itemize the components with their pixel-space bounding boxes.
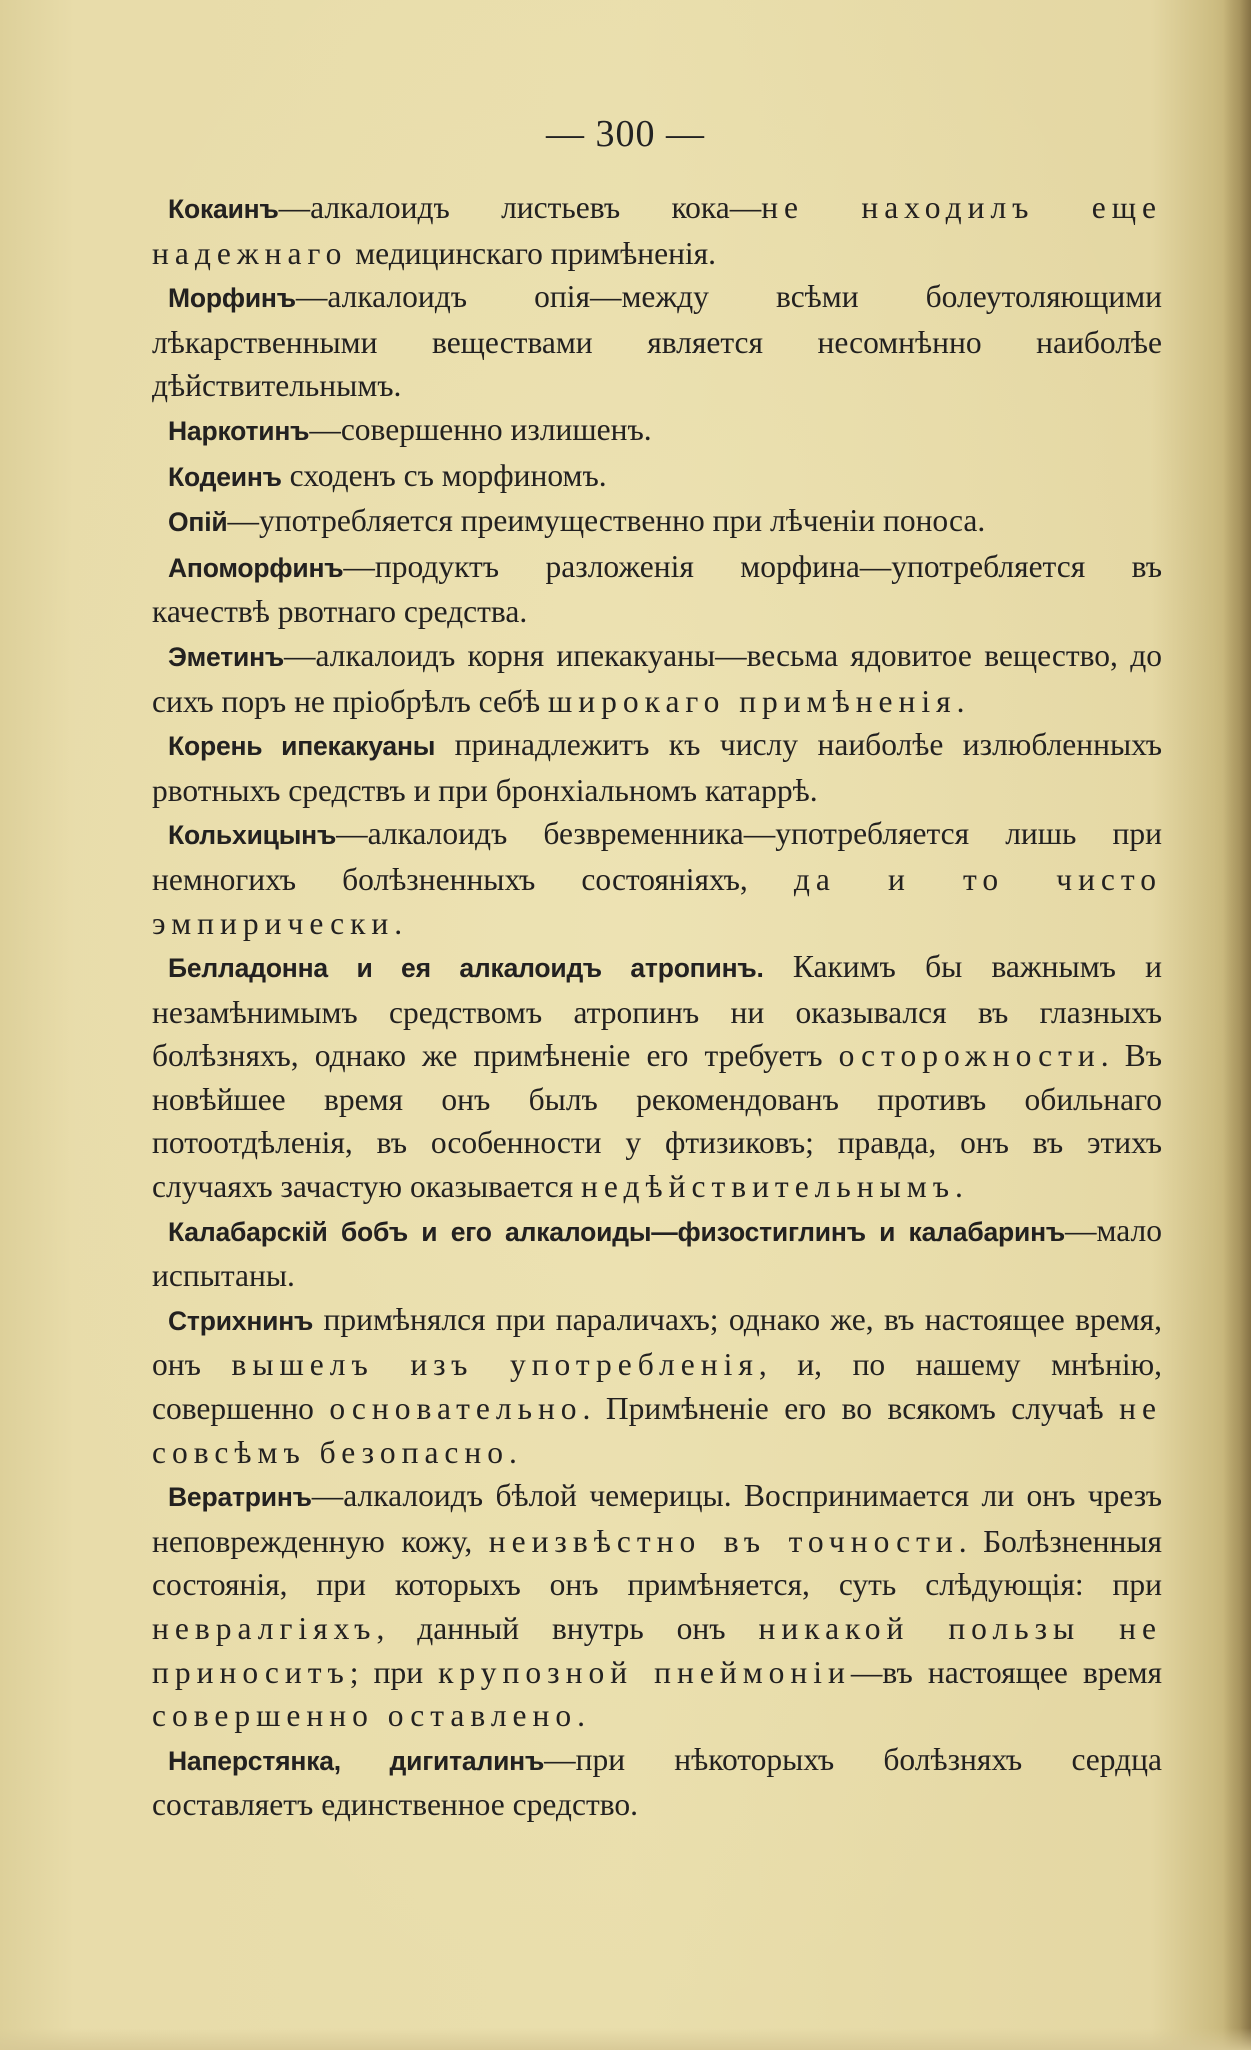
entry-term: Белладонна и ея алкалоидъ атропинъ. xyxy=(168,953,764,984)
paragraph xyxy=(152,1738,1162,1827)
entry-text: —мало испытаны. xyxy=(152,1212,1162,1294)
entry-term: Наперстянка, дигиталинъ xyxy=(168,1745,545,1776)
paragraph xyxy=(152,1298,1162,1474)
body-text xyxy=(152,186,1162,1827)
spaced-emphasis-text: крупозной пнеймоніи xyxy=(438,1654,851,1690)
entry-term: Вератринъ xyxy=(168,1482,312,1513)
paragraph xyxy=(152,186,1162,275)
spaced-emphasis-text: никакой пользы не приноситъ xyxy=(152,1611,1162,1690)
paragraph xyxy=(152,408,1162,454)
spaced-emphasis-text: недѣйствительнымъ xyxy=(581,1169,956,1205)
entry-text: примѣнялся при параличахъ; однако же, въ настоящее время, онъ xyxy=(152,1301,1162,1383)
spaced-emphasis-text: невралгіяхъ xyxy=(152,1611,377,1646)
spaced-emphasis-text: не совсѣмъ безопасно xyxy=(152,1391,1162,1470)
entry-text: . Болѣзненныя состоянія, при которыхъ онъ примѣняется, суть слѣдующія: при xyxy=(152,1523,1162,1603)
entry-text: . Въ новѣйшее время онъ былъ рекомендованъ противъ обильнаго потоотдѣленія, въ особенности у фтизиковъ; правда, онъ въ этихъ случаяхъ зачастую оказывается xyxy=(152,1038,1162,1205)
paragraph xyxy=(152,454,1162,500)
entry-text: —алкалоидъ бѣлой чемерицы. Воспринимается ли онъ чрезъ неповрежденную кожу, xyxy=(152,1478,1162,1559)
spaced-emphasis-text: да и то чисто эмпирически xyxy=(152,861,1163,941)
entry-text: —въ настоящее время xyxy=(850,1654,1163,1690)
entry-text: принадлежитъ къ числу наиболѣе излюбленныхъ рвотныхъ средствъ и при бронхіальномъ катаррѣ. xyxy=(152,727,1163,808)
entry-text: —алкалоидъ корня ипекакуаны—весьма ядовитое вещество, до сихъ поръ не пріобрѣлъ себѣ xyxy=(152,637,1162,719)
paragraph xyxy=(152,1474,1162,1738)
spaced-emphasis-text: совершенно оставлено xyxy=(152,1698,578,1734)
entry-text: —алкалоидъ безвременника—употребляется лишь при немногихъ болѣзненныхъ состояніяхъ, xyxy=(152,816,1162,897)
spaced-emphasis-text: вышелъ изъ употребленія xyxy=(231,1347,759,1383)
entry-text: . xyxy=(956,683,965,719)
entry-term: Калабарскій бобъ и его алкалоиды—физостиглинъ и калабаринъ xyxy=(168,1216,1066,1247)
spaced-emphasis-text: осторожности xyxy=(838,1038,1101,1074)
entry-text: —употребляется преимущественно при лѣченіи поноса. xyxy=(227,503,986,539)
entry-text: —продуктъ разложенія морфина—употребляется въ качествѣ рвотнаго средства. xyxy=(152,548,1162,630)
page-number: — 300 — xyxy=(546,113,705,155)
entry-term: Кодеинъ xyxy=(168,461,282,492)
paragraph xyxy=(152,812,1162,945)
entry-text: . Примѣненіе его во всякомъ случаѣ xyxy=(582,1391,1120,1427)
page-bottom-edge xyxy=(0,2028,1251,2050)
paragraph xyxy=(152,634,1162,723)
entry-text: —совершенно излишенъ. xyxy=(309,411,652,447)
entry-text: , и, по нашему мнѣнію, совершенно xyxy=(152,1347,1162,1427)
entry-text: медицинскаго примѣненія. xyxy=(347,235,717,271)
entry-text: —при нѣкоторыхъ болѣзняхъ сердца составляетъ единственное средство. xyxy=(152,1741,1162,1823)
entry-text: . xyxy=(955,1169,963,1205)
entry-text: —алкалоидъ листьевъ кока— xyxy=(278,190,762,225)
entry-text: . xyxy=(577,1698,586,1734)
paragraph xyxy=(152,499,1162,545)
entry-text: Какимъ бы важнымъ и незамѣнимымъ средствомъ атропинъ ни оказывался въ глазныхъ болѣзняхъ, однако же примѣненіе его требуетъ xyxy=(152,949,1162,1074)
paragraph xyxy=(152,723,1162,812)
spaced-emphasis-text: неизвѣстно въ точности xyxy=(488,1523,959,1559)
entry-term: Стрихнинъ xyxy=(168,1305,314,1336)
spaced-emphasis-text: широкаго примѣненія xyxy=(548,683,957,719)
entry-text: . xyxy=(509,1434,517,1470)
entry-term: Кокаинъ xyxy=(168,194,279,224)
entry-text: . xyxy=(394,905,403,941)
entry-text: сходенъ съ морфиномъ. xyxy=(281,457,607,493)
entry-term: Опій xyxy=(168,507,228,538)
entry-text: , данный внутрь онъ xyxy=(376,1611,759,1646)
entry-term: Апоморфинъ xyxy=(168,552,344,583)
spaced-emphasis-text: основательно xyxy=(329,1391,583,1427)
entry-text: —алкалоидъ опія—между всѣми болеутоляющими лѣкарственными веществами является несомнѣнно наиболѣе дѣйствительнымъ. xyxy=(152,279,1162,404)
paragraph xyxy=(152,275,1162,408)
entry-text: ; при xyxy=(349,1654,439,1690)
paragraph xyxy=(152,545,1162,634)
spaced-emphasis-text: не находилъ еще надежнаго xyxy=(152,190,1162,271)
entry-term: Кольхицынъ xyxy=(168,820,337,851)
paragraph xyxy=(152,945,1162,1209)
page-binding-shadow xyxy=(1223,0,1251,2050)
entry-term: Наркотинъ xyxy=(168,415,310,446)
entry-term: Корень ипекакуаны xyxy=(168,731,436,762)
paragraph xyxy=(152,1209,1162,1298)
entry-term: Эметинъ xyxy=(168,641,285,672)
entry-term: Морфинъ xyxy=(168,283,296,314)
